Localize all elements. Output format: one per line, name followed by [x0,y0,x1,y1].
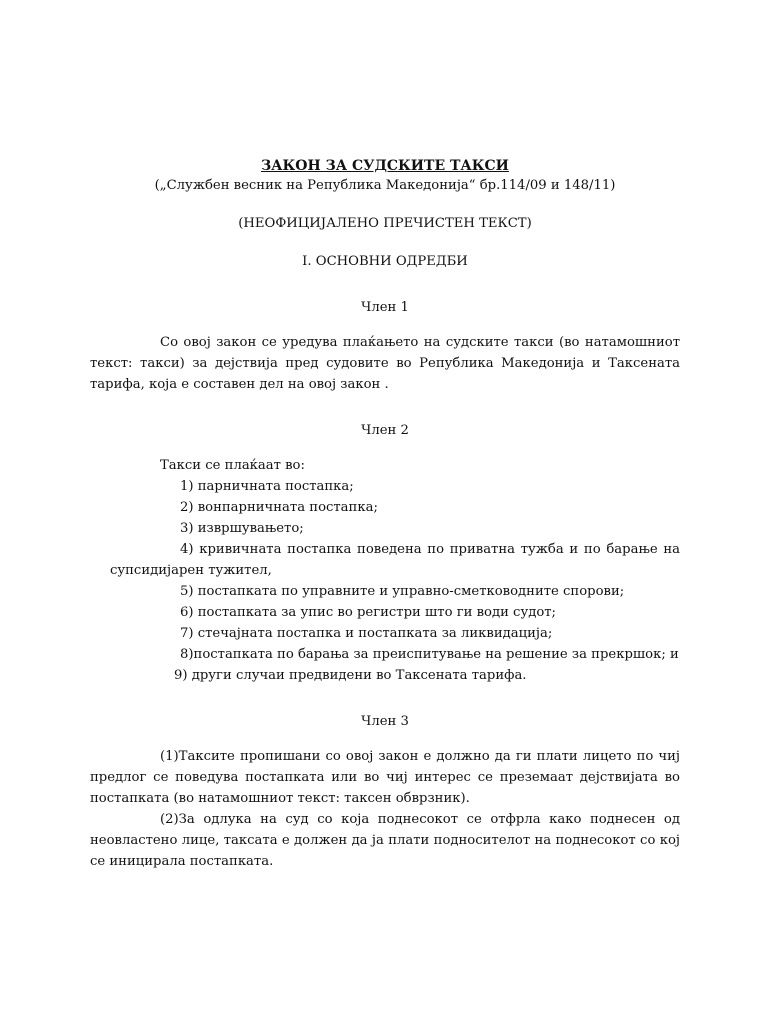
list-item: 7) стечајната постапка и постапката за ликвидација; [180,626,553,641]
article-3-heading: Член 3 [361,714,409,729]
unofficial-text-note: (НЕОФИЦИЈАЛЕНО ПРЕЧИСТЕН ТЕКСТ) [238,216,532,231]
article-1-heading: Член 1 [361,300,409,315]
gazette-reference: („Службен весник на Република Македонија“ бр.114/09 и 148/11) [154,178,616,193]
document-page [90,150,680,872]
article-2-intro: Такси се плаќаат во: [160,458,305,473]
article-2-heading: Член 2 [361,423,409,438]
list-item: 8)постапката по барања за преиспитување на решение за прекршок; и [180,647,679,662]
list-item: 5) постапката по управните и управно-сметководните спорови; [180,584,625,599]
article-1-paragraph: Со овој закон се уредува плаќањето на судските такси (во натамошниот текст: такси) за дејствија пред судовите во Република Македонија и Таксената тарифа, која е составен дел на овој закон . [90,335,680,392]
list-item: 4) кривичната постапка поведена по приватна тужба и по барање на супсидијарен тужител, [110,542,680,578]
article-3-paragraph-1: (1)Таксите пропишани со овој закон е должно да ги плати лицето по чиј предлог се поведува постапката или во чиј интерес се преземаат дејствијата во постапката (во натамошниот текст: таксен обврзник). [90,749,680,806]
list-item: 6) постапката за упис во регистри што ги води судот; [180,605,556,620]
article-2-list [90,476,680,686]
section-heading: I. ОСНОВНИ ОДРЕДБИ [302,254,468,269]
list-item: 9) други случаи предвидени во Таксената тарифа. [174,668,527,683]
list-item: 2) вонпарничната постапка; [180,500,378,515]
list-item: 1) парничната постапка; [180,479,354,494]
law-title: ЗАКОН ЗА СУДСКИТЕ ТАКСИ [261,158,509,174]
article-3-paragraph-2: (2)За одлука на суд со која поднесокот се отфрла како поднесен од неовластено лице, таксата е должен да ја плати подносителот на поднесокот со кој се иницирала постапката. [90,812,680,869]
list-item: 3) извршувањето; [180,521,304,536]
